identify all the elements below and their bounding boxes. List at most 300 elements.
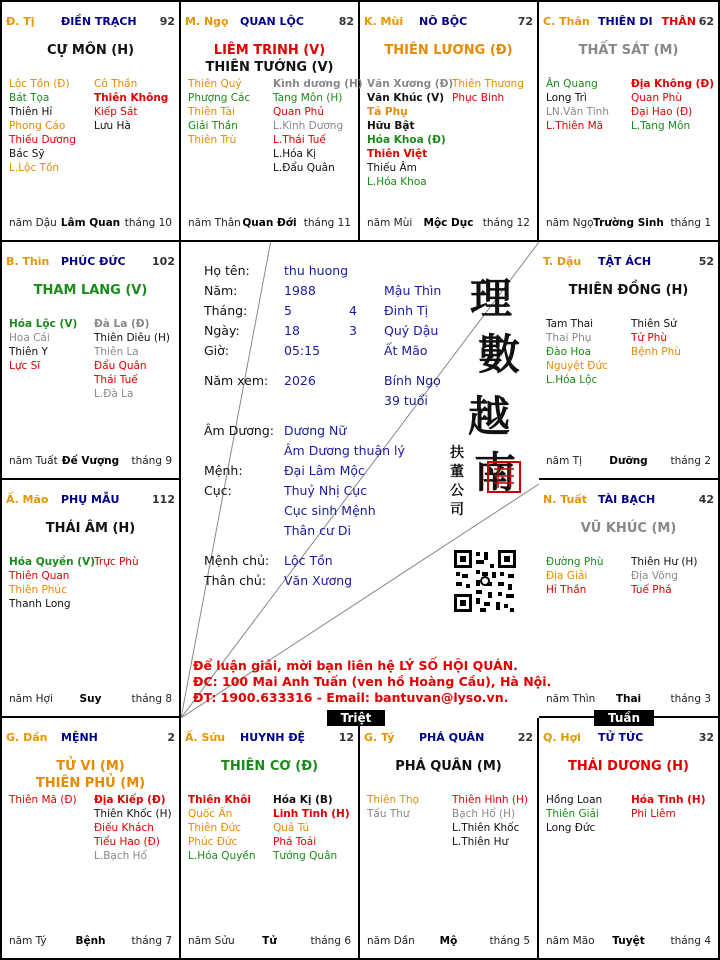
label-nam-xem: Năm xem: (204, 373, 269, 388)
minor-star: Đẩu Quân (94, 360, 147, 372)
minor-star: L.Đẩu Quân (273, 162, 335, 174)
minor-star: Thiên Quan (9, 570, 70, 582)
minor-star: Thiên Tài (188, 106, 235, 118)
value-cuc: Thuỷ Nhị Cục (284, 483, 368, 498)
palace-month: tháng 12 (482, 217, 530, 229)
palace-chi: Mùi (380, 15, 404, 28)
palace-can: C. (543, 15, 556, 28)
minor-star: Bệnh Phù (631, 346, 681, 358)
contact-note-1: Để luận giải, mời bạn liên hệ LÝ SỐ HỘI QUÁN. (193, 658, 518, 673)
palace-truong-sinh: Đế Vượng (61, 455, 120, 467)
palace-chi: Hợi (560, 731, 581, 744)
minor-star: Lộc Tồn (Đ) (9, 78, 70, 90)
stars-right (631, 77, 714, 133)
minor-star: Quả Tú (273, 822, 310, 834)
palace-year: năm Tị (546, 455, 582, 467)
minor-star: Thiên Thọ (367, 794, 419, 806)
main-star: THIÊN PHỦ (M) (35, 776, 146, 791)
palace-name: ĐIỀN TRẠCH (61, 15, 137, 28)
main-stars (2, 758, 179, 792)
value-nam-xem: 2026 (284, 373, 316, 388)
minor-star: Lực Sĩ (9, 360, 41, 372)
palace-footer (9, 217, 172, 231)
minor-star: Hóa Tinh (H) (631, 794, 706, 806)
stars-left (367, 793, 419, 821)
palace-footer (546, 693, 711, 707)
main-star: THIÊN CƠ (Đ) (220, 759, 319, 774)
minor-star: Long Trì (546, 92, 587, 104)
minor-star: Đà La (Đ) (94, 318, 150, 330)
palace-month: tháng 7 (131, 935, 172, 947)
main-stars (2, 520, 179, 537)
minor-star: Thiên Sứ (631, 318, 677, 330)
palace-can: K. (364, 15, 377, 28)
stars-left (9, 317, 77, 373)
palace-month: tháng 11 (303, 217, 351, 229)
minor-star: Đường Phù (546, 556, 604, 568)
palace-mui (360, 0, 539, 242)
palace-year: năm Thân (188, 217, 241, 229)
minor-star: Thiên Đức (188, 822, 242, 834)
minor-star: L.Thiên Hư (452, 836, 509, 848)
palace-suu (181, 718, 360, 960)
calligraphy-small-4: 司 (450, 502, 464, 518)
main-star: THÁI ÂM (H) (45, 521, 136, 536)
palace-month: tháng 9 (131, 455, 172, 467)
minor-star: Phong Cáo (9, 120, 66, 132)
stars-left (9, 555, 95, 611)
value-thang-al: 4 (349, 303, 357, 318)
minor-star: Đào Hoa (546, 346, 592, 358)
palace-number: 92 (159, 15, 175, 28)
palace-can: Ấ. (185, 731, 198, 744)
minor-star: Long Đức (546, 822, 596, 834)
palace-chi: Dần (23, 731, 48, 744)
contact-note-2: ĐC: 100 Mai Anh Tuấn (ven hồ Hoàng Cầu), Hà Nội. (193, 674, 552, 689)
minor-star: Thiên Hỉ (9, 106, 53, 118)
value-am-duong-2: Âm Dương thuận lý (284, 443, 405, 458)
palace-than (539, 0, 720, 242)
palace-can: B. (6, 255, 19, 268)
minor-star: Tang Môn (H) (273, 92, 343, 104)
palace-chi: Ngọ (203, 15, 229, 28)
palace-can-chi (543, 493, 587, 506)
stars-left (546, 317, 608, 387)
palace-header (6, 15, 175, 31)
stars-left (546, 77, 609, 133)
palace-can: Đ. (6, 15, 20, 28)
minor-star: L.Thái Tuế (273, 134, 326, 146)
palace-can-chi (543, 731, 581, 744)
palace-footer (367, 935, 530, 949)
minor-star: Tướng Quân (273, 850, 338, 862)
palace-header (543, 493, 714, 509)
palace-number: 2 (167, 731, 175, 744)
minor-star: Thiên Trù (188, 134, 237, 146)
label-gio: Giờ: (204, 343, 230, 358)
main-star: THAM LANG (V) (33, 283, 148, 298)
palace-name: PHÁ QUÂN (419, 731, 485, 744)
value-nam-xem-cc: Bính Ngọ (384, 373, 441, 388)
palace-chi: Sửu (201, 731, 226, 744)
palace-number: 102 (152, 255, 175, 268)
stars-right (631, 793, 706, 821)
minor-star: Tử Phù (631, 332, 668, 344)
minor-star: Văn Xương (Đ) (367, 78, 454, 90)
minor-star: L.Hóa Quyền (188, 850, 256, 862)
palace-truong-sinh: Dưỡng (609, 455, 648, 467)
main-star: THIÊN LƯƠNG (Đ) (384, 43, 513, 58)
minor-star: Thiên Quý (188, 78, 242, 90)
palace-hoi (539, 718, 720, 960)
palace-ngo (181, 0, 363, 242)
palace-footer (9, 693, 172, 707)
minor-star: Đại Hao (Đ) (631, 106, 693, 118)
main-star: TỬ VI (M) (56, 759, 125, 774)
palace-name: TÀI BẠCH (598, 493, 656, 506)
minor-star: Phượng Các (188, 92, 251, 104)
minor-star: Địa Kiếp (Đ) (94, 794, 166, 806)
calligraphy-char-4: 南 (474, 448, 517, 497)
palace-header (364, 731, 533, 747)
palace-name: MỆNH (61, 731, 98, 744)
minor-star: Thiên Việt (367, 148, 428, 160)
palace-header (6, 255, 175, 271)
main-stars (539, 42, 718, 59)
value-thang-cc: Đinh Tị (384, 303, 429, 318)
palace-chi: Tuất (560, 493, 588, 506)
palace-truong-sinh: Mộ (439, 935, 458, 947)
palace-truong-sinh: Tuyệt (612, 935, 645, 947)
palace-header (185, 15, 354, 31)
palace-can: T. (543, 255, 554, 268)
tuan-marker: Tuần (594, 710, 654, 726)
minor-star: L.Hóa Kị (273, 148, 317, 160)
calligraphy-char-2: 數 (478, 330, 521, 379)
stars-left (9, 77, 76, 175)
triet-marker: Triệt (327, 710, 385, 726)
label-thang: Tháng: (204, 303, 248, 318)
stars-right (273, 793, 350, 863)
label-cuc: Cục: (204, 483, 232, 498)
main-stars (360, 42, 537, 59)
minor-star: L.Tang Môn (631, 120, 691, 132)
minor-star: Thiếu Dương (9, 134, 76, 146)
main-stars (2, 282, 179, 299)
stars-right (273, 77, 363, 175)
minor-star: Cô Thần (94, 78, 138, 90)
palace-number: 62 (698, 15, 714, 28)
minor-star: Thai Phụ (546, 332, 592, 344)
calligraphy-small-2: 董 (450, 464, 464, 480)
palace-thin (0, 242, 181, 480)
calligraphy-char-1: 理 (470, 274, 513, 323)
minor-star: Tuế Phá (631, 584, 672, 596)
stars-right (94, 77, 168, 133)
value-ngay-al: 3 (349, 323, 357, 338)
value-menh-chu: Lộc Tồn (284, 553, 333, 568)
label-menh: Mệnh: (204, 463, 243, 478)
minor-star: Hóa Lộc (V) (9, 318, 78, 330)
minor-star: Kình dương (H) (273, 78, 363, 90)
palace-name: PHỤ MẪU (61, 493, 120, 506)
main-star: VŨ KHÚC (M) (580, 521, 677, 536)
value-gio: 05:15 (284, 343, 321, 358)
minor-star: Văn Khúc (V) (367, 92, 445, 104)
red-seal-stamp (486, 460, 522, 494)
value-ho-ten: thu huong (284, 263, 349, 278)
palace-month: tháng 1 (670, 217, 711, 229)
palace-month: tháng 10 (124, 217, 172, 229)
palace-chi: Tý (381, 731, 395, 744)
minor-star: Tấu Thư (367, 808, 410, 820)
value-gio-cc: Ất Mão (384, 343, 428, 358)
minor-star: Tiểu Hao (Đ) (94, 836, 160, 848)
palace-tuat (539, 480, 720, 718)
minor-star: Trực Phù (94, 556, 139, 568)
minor-star: Thiếu Âm (367, 162, 417, 174)
palace-footer (188, 217, 351, 231)
palace-can-chi (6, 255, 49, 268)
main-star: CỰ MÔN (H) (46, 43, 135, 58)
minor-star: Ân Quang (546, 78, 598, 90)
palace-can: G. (6, 731, 20, 744)
palace-header (185, 731, 354, 747)
minor-star: Nguyệt Đức (546, 360, 608, 372)
palace-year: năm Dậu (9, 217, 57, 229)
palace-can-chi (543, 15, 590, 28)
minor-star: Hóa Khoa (Đ) (367, 134, 446, 146)
label-nam: Năm: (204, 283, 238, 298)
palace-can: Q. (543, 731, 557, 744)
palace-year: năm Dần (367, 935, 415, 947)
palace-can-chi (6, 15, 35, 28)
minor-star: Thiên Thương (452, 78, 524, 90)
main-stars (539, 282, 718, 299)
palace-year: năm Sửu (188, 935, 235, 947)
main-star: PHÁ QUÂN (M) (395, 759, 502, 774)
value-thang: 5 (284, 303, 292, 318)
than-marker: THÂN (661, 15, 696, 28)
palace-truong-sinh: Tử (262, 935, 277, 947)
label-am-duong: Âm Dương: (204, 423, 274, 438)
minor-star: Bạch Hổ (H) (452, 808, 516, 820)
palace-can: Ấ. (6, 493, 19, 506)
palace-can-chi (543, 255, 581, 268)
stars-left (546, 555, 604, 597)
palace-number: 32 (698, 731, 714, 744)
value-cuc-3: Thân cư Di (284, 523, 351, 538)
palace-can-chi (364, 731, 394, 744)
palace-can-chi (185, 731, 225, 744)
minor-star: Tam Thai (546, 318, 594, 330)
label-ho-ten: Họ tên: (204, 263, 250, 278)
minor-star: L.Hóa Lộc (546, 374, 598, 386)
palace-number: 52 (698, 255, 714, 268)
stars-right (94, 555, 139, 569)
minor-star: Bác Sỹ (9, 148, 45, 160)
minor-star: Thiên Giải (546, 808, 599, 820)
minor-star: Thiên Không (94, 92, 169, 104)
palace-number: 112 (152, 493, 175, 506)
minor-star: Giải Thần (188, 120, 238, 132)
minor-star: Quan Phủ (273, 106, 324, 118)
palace-footer (9, 455, 172, 469)
main-stars (539, 758, 718, 775)
value-nam-cc: Mậu Thìn (384, 283, 442, 298)
palace-footer (188, 935, 351, 949)
palace-footer (546, 455, 711, 469)
palace-month: tháng 2 (670, 455, 711, 467)
palace-footer (367, 217, 530, 231)
main-star: THIÊN TƯỚNG (V) (205, 60, 334, 75)
palace-number: 72 (517, 15, 533, 28)
palace-ty2 (360, 718, 539, 960)
minor-star: L.Bạch Hổ (94, 850, 147, 862)
palace-can: G. (364, 731, 378, 744)
palace-name: NÔ BỘC (419, 15, 468, 28)
main-stars (181, 42, 358, 76)
palace-truong-sinh: Lâm Quan (60, 217, 121, 229)
stars-right (452, 77, 524, 105)
palace-chi: Thìn (22, 255, 50, 268)
palace-year: năm Mão (546, 935, 595, 947)
main-star: THIÊN ĐỒNG (H) (568, 283, 689, 298)
palace-name: PHÚC ĐỨC (61, 255, 126, 268)
stars-left (188, 793, 256, 863)
minor-star: Địa Không (Đ) (631, 78, 715, 90)
palace-truong-sinh: Mộc Dục (423, 217, 474, 229)
minor-star: Thiên Mã (Đ) (9, 794, 77, 806)
palace-name: TẬT ÁCH (598, 255, 652, 268)
main-star: THẤT SÁT (M) (578, 43, 679, 58)
minor-star: Thanh Long (9, 598, 71, 610)
label-menh-chu: Mệnh chủ: (204, 553, 270, 568)
palace-can-chi (6, 493, 48, 506)
minor-star: Hỉ Thần (546, 584, 587, 596)
palace-header (6, 731, 175, 747)
palace-year: năm Tuất (9, 455, 58, 467)
minor-star: Thiên Phúc (9, 584, 67, 596)
label-than-chu: Thân chủ: (204, 573, 267, 588)
palace-name: THIÊN DI (598, 15, 653, 28)
minor-star: L.Kình Dương (273, 120, 344, 132)
minor-star: Bát Tọa (9, 92, 50, 104)
main-stars (539, 520, 718, 537)
minor-star: Thiên Y (9, 346, 48, 358)
minor-star: L.Thiên Khốc (452, 822, 520, 834)
palace-name: HUYNH ĐỆ (240, 731, 306, 744)
minor-star: Phục Binh (452, 92, 505, 104)
calligraphy-small-1: 扶 (450, 445, 464, 461)
palace-name: TỬ TỨC (598, 731, 644, 744)
minor-star: Hữu Bật (367, 120, 415, 132)
minor-star: Thái Tuế (94, 374, 138, 386)
palace-header (364, 15, 533, 31)
stars-left (9, 793, 77, 807)
minor-star: Hóa Quyền (V) (9, 556, 95, 568)
palace-dau (539, 242, 720, 480)
minor-star: Thiên Diêu (H) (94, 332, 170, 344)
palace-truong-sinh: Bệnh (75, 935, 106, 947)
palace-dan (0, 718, 181, 960)
stars-right (94, 317, 170, 401)
minor-star: Thiên Khốc (H) (94, 808, 172, 820)
label-ngay: Ngày: (204, 323, 240, 338)
palace-chi: Tị (23, 15, 35, 28)
palace-chi: Thân (559, 15, 590, 28)
palace-name: QUAN LỘC (240, 15, 304, 28)
calligraphy-char-3: 越 (468, 392, 511, 441)
contact-note-3: ĐT: 1900.633316 - Email: bantuvan@lyso.vn. (193, 690, 509, 705)
palace-number: 42 (698, 493, 714, 506)
minor-star: Phi Liêm (631, 808, 676, 820)
value-menh: Đại Lâm Mộc (284, 463, 365, 478)
palace-can: M. (185, 15, 201, 28)
minor-star: L.Hóa Khoa (367, 176, 427, 188)
palace-chi: Dậu (556, 255, 582, 268)
palace-month: tháng 8 (131, 693, 172, 705)
palace-year: năm Ngọ (546, 217, 594, 229)
minor-star: Thiên Hình (H) (452, 794, 528, 806)
palace-truong-sinh: Quan Đới (242, 217, 297, 229)
value-cuc-2: Cục sinh Mệnh (284, 503, 376, 518)
qr-code[interactable] (452, 548, 518, 614)
palace-footer (546, 217, 711, 231)
minor-star: Điếu Khách (94, 822, 154, 834)
minor-star: Linh Tinh (H) (273, 808, 350, 820)
minor-star: Kiếp Sát (94, 106, 138, 118)
main-star: THÁI DƯƠNG (H) (567, 759, 690, 774)
palace-mao (0, 480, 181, 718)
minor-star: L.Thiên Mã (546, 120, 604, 132)
palace-chi: Mão (22, 493, 49, 506)
palace-year: năm Thìn (546, 693, 596, 705)
value-am-duong: Dương Nữ (284, 423, 347, 438)
palace-can: N. (543, 493, 557, 506)
minor-star: L.Lộc Tồn (9, 162, 60, 174)
main-stars (360, 758, 537, 775)
palace-year: năm Tý (9, 935, 47, 947)
palace-number: 82 (338, 15, 354, 28)
stars-right (631, 317, 681, 359)
minor-star: Hoa Cái (9, 332, 50, 344)
palace-month: tháng 6 (310, 935, 351, 947)
palace-footer (9, 935, 172, 949)
palace-month: tháng 5 (489, 935, 530, 947)
minor-star: Tả Phụ (367, 106, 408, 118)
minor-star: Hồng Loan (546, 794, 603, 806)
palace-number: 12 (338, 731, 354, 744)
stars-right (631, 555, 697, 597)
value-than-chu: Văn Xương (284, 573, 353, 588)
value-tuoi: 39 tuổi (384, 393, 428, 408)
main-star: LIÊM TRINH (V) (213, 43, 326, 58)
palace-truong-sinh: Thai (615, 693, 642, 705)
palace-can-chi (185, 15, 229, 28)
palace-number: 22 (517, 731, 533, 744)
minor-star: L.Đà La (94, 388, 134, 400)
palace-header (543, 255, 714, 271)
minor-star: Phá Toái (273, 836, 317, 848)
stars-left (367, 77, 453, 189)
palace-ty (0, 0, 181, 242)
minor-star: Địa Giải (546, 570, 588, 582)
palace-month: tháng 3 (670, 693, 711, 705)
palace-month: tháng 4 (670, 935, 711, 947)
stars-right (94, 793, 172, 863)
stars-left (188, 77, 250, 147)
